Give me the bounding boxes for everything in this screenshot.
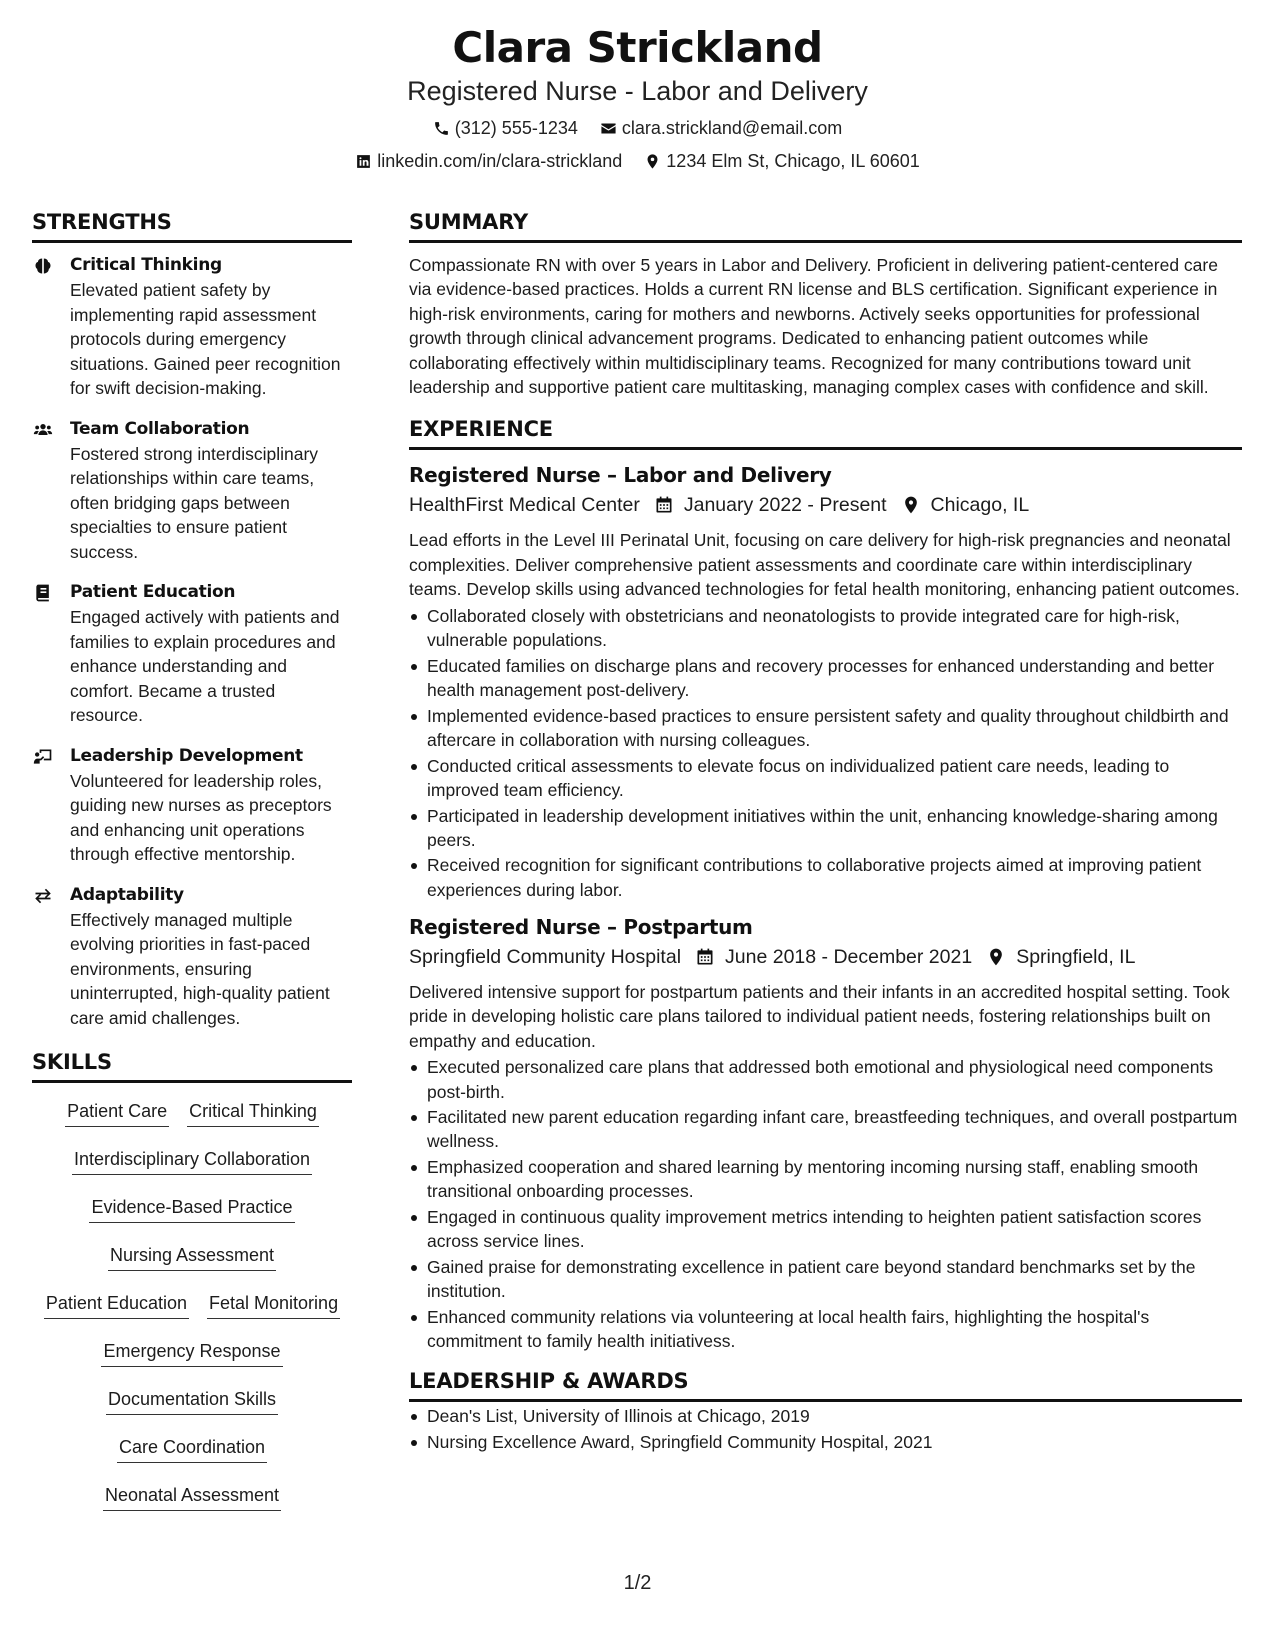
map-marker-icon (901, 495, 921, 515)
job-dates: January 2022 - Present (683, 494, 887, 517)
job-location: Chicago, IL (930, 494, 1030, 517)
envelope-icon (600, 120, 617, 137)
linkedin-contact[interactable] (355, 149, 622, 173)
address-contact (644, 149, 920, 173)
skill-tag: Patient Care (65, 1099, 169, 1127)
email-contact[interactable] (600, 116, 842, 140)
skills-heading: SKILLS (32, 1048, 352, 1083)
summary-text: Compassionate RN with over 5 years in Labor and Delivery. Proficient in delivering patient-centered care via evidence-based practices. Holds a current RN license and BLS certification. Significant experience in high-risk environments, caring for mothers and newborns. Actively seeks opportunities for professional growth through clinical advancement programs. Dedicated to enhancing patient outcomes while collaborating effectively within multidisciplinary teams. Recognized for many contributions toward unit leadership and supportive patient care multitasking, managing complex cases with confidence and skill. (409, 255, 1218, 398)
calendar-icon (695, 947, 715, 967)
contact-row-2 (0, 149, 1275, 173)
skills-list (32, 1099, 352, 1511)
address-text: 1234 Elm St, Chicago, IL 60601 (666, 151, 920, 171)
skill-tag: Fetal Monitoring (207, 1291, 340, 1319)
skill-tag: Care Coordination (117, 1435, 267, 1463)
right-column (409, 208, 1242, 1456)
strength-description: Engaged actively with patients and families to explain procedures and enhance understanding and comfort. Became a trusted resource. (70, 607, 340, 725)
chalkboard-teacher-icon (32, 747, 54, 767)
strength-item (32, 253, 352, 401)
list-item: Emphasized cooperation and shared learning by mentoring incoming nursing staff, enabling smooth transitional onboarding processes. (409, 1155, 1242, 1203)
job-bullets (409, 1055, 1242, 1353)
strength-description: Effectively managed multiple evolving priorities in fast-paced environments, ensuring uninterrupted, high-quality patient care amid challenges. (70, 909, 330, 1028)
candidate-name: Clara Strickland (452, 23, 823, 72)
map-marker-icon (986, 947, 1006, 967)
list-item: Implemented evidence-based practices to ensure persistent safety and quality throughout childbirth and aftercare in collaboration with nursing colleagues. (409, 704, 1242, 752)
skill-tag: Evidence-Based Practice (89, 1195, 294, 1223)
list-item: Conducted critical assessments to elevate focus on individualized patient care needs, leading to improved team efficiency. (409, 754, 1242, 802)
calendar-icon (654, 495, 674, 515)
skill-tag: Patient Education (44, 1291, 189, 1319)
candidate-title: Registered Nurse - Labor and Delivery (407, 76, 868, 106)
phone-icon (433, 120, 450, 137)
awards-list (409, 1404, 1242, 1454)
left-column (32, 208, 352, 1511)
job-meta (409, 490, 1242, 520)
skill-tag: Nursing Assessment (108, 1243, 276, 1271)
strength-title: Critical Thinking (70, 255, 222, 275)
phone-text: (312) 555-1234 (454, 118, 578, 138)
skill-tag: Interdisciplinary Collaboration (72, 1147, 312, 1175)
strength-title: Patient Education (70, 582, 236, 602)
strength-description: Elevated patient safety by implementing rapid assessment protocols during emergency situations. Gained peer recognition for swift decision-making. (70, 280, 341, 398)
skill-tag: Critical Thinking (187, 1099, 319, 1127)
job-location: Springfield, IL (1016, 945, 1136, 968)
email-text[interactable]: clara.strickland@email.com (621, 118, 843, 138)
contact-row-1 (0, 116, 1275, 140)
skills-section (32, 1048, 352, 1511)
strength-title: Leadership Development (70, 745, 303, 766)
job-bullets (409, 604, 1242, 902)
list-item: Participated in leadership development initiatives within the unit, enhancing knowledge-sharing among peers. (409, 804, 1242, 852)
list-item: Received recognition for significant contributions to collaborative projects aimed at improving patient experiences during labor. (409, 853, 1242, 901)
strengths-list (32, 253, 352, 1030)
list-item: Engaged in continuous quality improvement metrics intending to heighten patient satisfaction scores across service lines. (409, 1205, 1242, 1253)
awards-section (409, 1367, 1242, 1454)
skill-tag: Documentation Skills (106, 1387, 278, 1415)
list-item: Educated families on discharge plans and recovery processes for enhanced understanding and better health management post-delivery. (409, 654, 1242, 702)
job-title: Registered Nurse – Postpartum (409, 914, 753, 939)
list-item: Gained praise for demonstrating excellence in patient care beyond standard benchmarks set by the institution. (409, 1255, 1242, 1303)
list-item: Collaborated closely with obstetricians and neonatologists to provide integrated care for high-risk, vulnerable populations. (409, 604, 1242, 652)
exchange-arrows-icon (32, 886, 54, 906)
experience-section (409, 415, 1242, 1353)
job-title: Registered Nurse – Labor and Delivery (409, 463, 832, 488)
summary-heading: SUMMARY (409, 208, 1242, 243)
page-number: 1/2 (623, 1572, 652, 1594)
list-item: Dean's List, University of Illinois at Chicago, 2019 (409, 1404, 1242, 1428)
skill-tag: Neonatal Assessment (103, 1483, 281, 1511)
strength-description: Volunteered for leadership roles, guiding new nurses as preceptors and enhancing unit operations through effective mentorship. (70, 770, 332, 864)
users-icon (32, 420, 54, 440)
job-description: Lead efforts in the Level III Perinatal Unit, focusing on care delivery for high-risk pregnancies and neonatal complexities. Deliver comprehensive patient assessments and coordinate care within interdisciplinary teams. Develop skills using advanced technologies for fetal health monitoring, enhancing patient outcomes. (409, 530, 1240, 600)
skill-tag: Emergency Response (101, 1339, 282, 1367)
strength-title: Adaptability (70, 884, 184, 905)
brain-icon (32, 256, 54, 276)
job-meta (409, 942, 1242, 972)
job-entry (409, 460, 1242, 901)
job-company: HealthFirst Medical Center (409, 494, 640, 517)
job-description: Delivered intensive support for postpartum patients and their infants in an accredited hospital setting. Took pride in developing holistic care plans tailored to individual patient needs, fostering relationships built on empathy and education. (409, 981, 1230, 1051)
linkedin-icon (355, 153, 372, 170)
experience-heading: EXPERIENCE (409, 415, 1242, 450)
map-marker-icon (644, 153, 661, 170)
job-company: Springfield Community Hospital (409, 945, 682, 968)
strength-description: Fostered strong interdisciplinary relationships within care teams, often bridging gaps between specialties to ensure patient success. (70, 443, 319, 562)
strengths-heading: STRENGTHS (32, 208, 352, 243)
book-icon (32, 583, 54, 603)
job-entry (409, 912, 1242, 1353)
resume-header (0, 22, 1275, 173)
awards-heading: LEADERSHIP & AWARDS (409, 1367, 1242, 1402)
phone-contact (433, 116, 578, 140)
linkedin-text[interactable]: linkedin.com/in/clara-strickland (377, 151, 623, 171)
strength-item (32, 580, 352, 728)
list-item: Executed personalized care plans that addressed both emotional and physiological need components post-birth. (409, 1055, 1242, 1103)
strength-item (32, 883, 352, 1031)
list-item: Enhanced community relations via volunteering at local health fairs, highlighting the hospital's commitment to family health initiativess. (409, 1305, 1242, 1353)
list-item: Facilitated new parent education regarding infant care, breastfeeding techniques, and overall postpartum wellness. (409, 1105, 1242, 1153)
job-dates: June 2018 - December 2021 (725, 945, 973, 968)
strength-item (32, 744, 352, 867)
strength-item (32, 417, 352, 565)
list-item: Nursing Excellence Award, Springfield Community Hospital, 2021 (409, 1430, 1242, 1454)
strength-title: Team Collaboration (70, 418, 250, 439)
